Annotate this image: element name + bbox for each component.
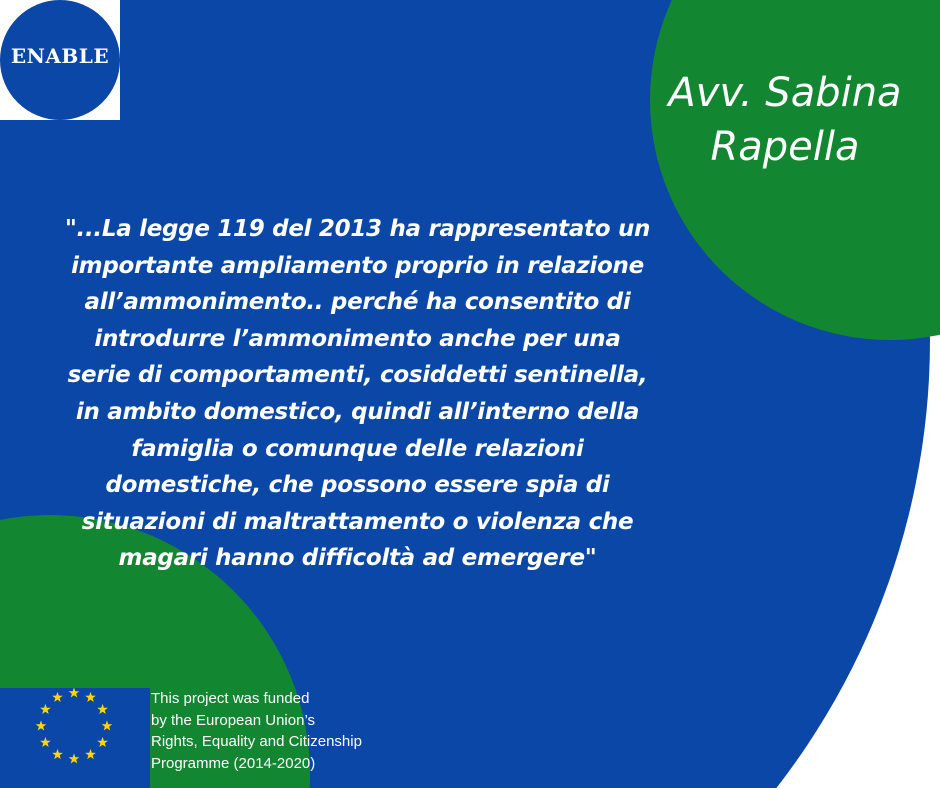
funding-line: Programme (2014-2020) [151, 754, 316, 772]
eu-star-icon [36, 720, 47, 730]
quote-line: importante ampliamento proprio in relazione [71, 252, 644, 279]
eu-star-icon [69, 753, 80, 763]
eu-star-icon [40, 704, 51, 714]
quote-line: situazioni di maltrattamento o violenza che [81, 508, 634, 535]
quote-line: famiglia o comunque delle relazioni [131, 435, 584, 462]
quote-line: all’ammonimento.. perché ha consentito di [84, 289, 631, 316]
quote-line: in ambito domestico, quindi all’interno della [75, 398, 640, 425]
eu-star-icon [102, 720, 113, 730]
logo-text: ENABLE [10, 44, 110, 68]
funding-line: by the European Union’s [151, 711, 316, 729]
eu-star-icon [97, 704, 108, 714]
quote-line: serie di comportamenti, cosiddetti sentinella, [67, 362, 648, 389]
eu-star-icon [85, 692, 96, 702]
eu-star-icon [52, 692, 63, 702]
eu-flag-icon [0, 688, 150, 788]
funding-line: This project was funded [151, 690, 310, 707]
quote-line: "...La legge 119 del 2013 ha rappresentato un [64, 216, 651, 242]
funding-line: Rights, Equality and Citizenship [151, 733, 362, 750]
eu-star-icon [69, 688, 80, 698]
quote-line: domestiche, che possono essere spia di [105, 472, 610, 499]
author-line-2: Rapella [710, 124, 860, 170]
eu-star-icon [40, 737, 51, 747]
author-name [655, 66, 915, 174]
funding-notice [151, 688, 391, 774]
eu-star-icon [85, 749, 96, 759]
eu-star-icon [97, 737, 108, 747]
author-line-1: Avv. Sabina [668, 70, 902, 116]
logo [0, 0, 120, 120]
quote-line: introdurre l’ammonimento anche per una [94, 325, 621, 352]
quote-text [35, 211, 680, 577]
quote-line: magari hanno difficoltà ad emergere" [118, 545, 597, 572]
eu-star-icon [52, 749, 63, 759]
